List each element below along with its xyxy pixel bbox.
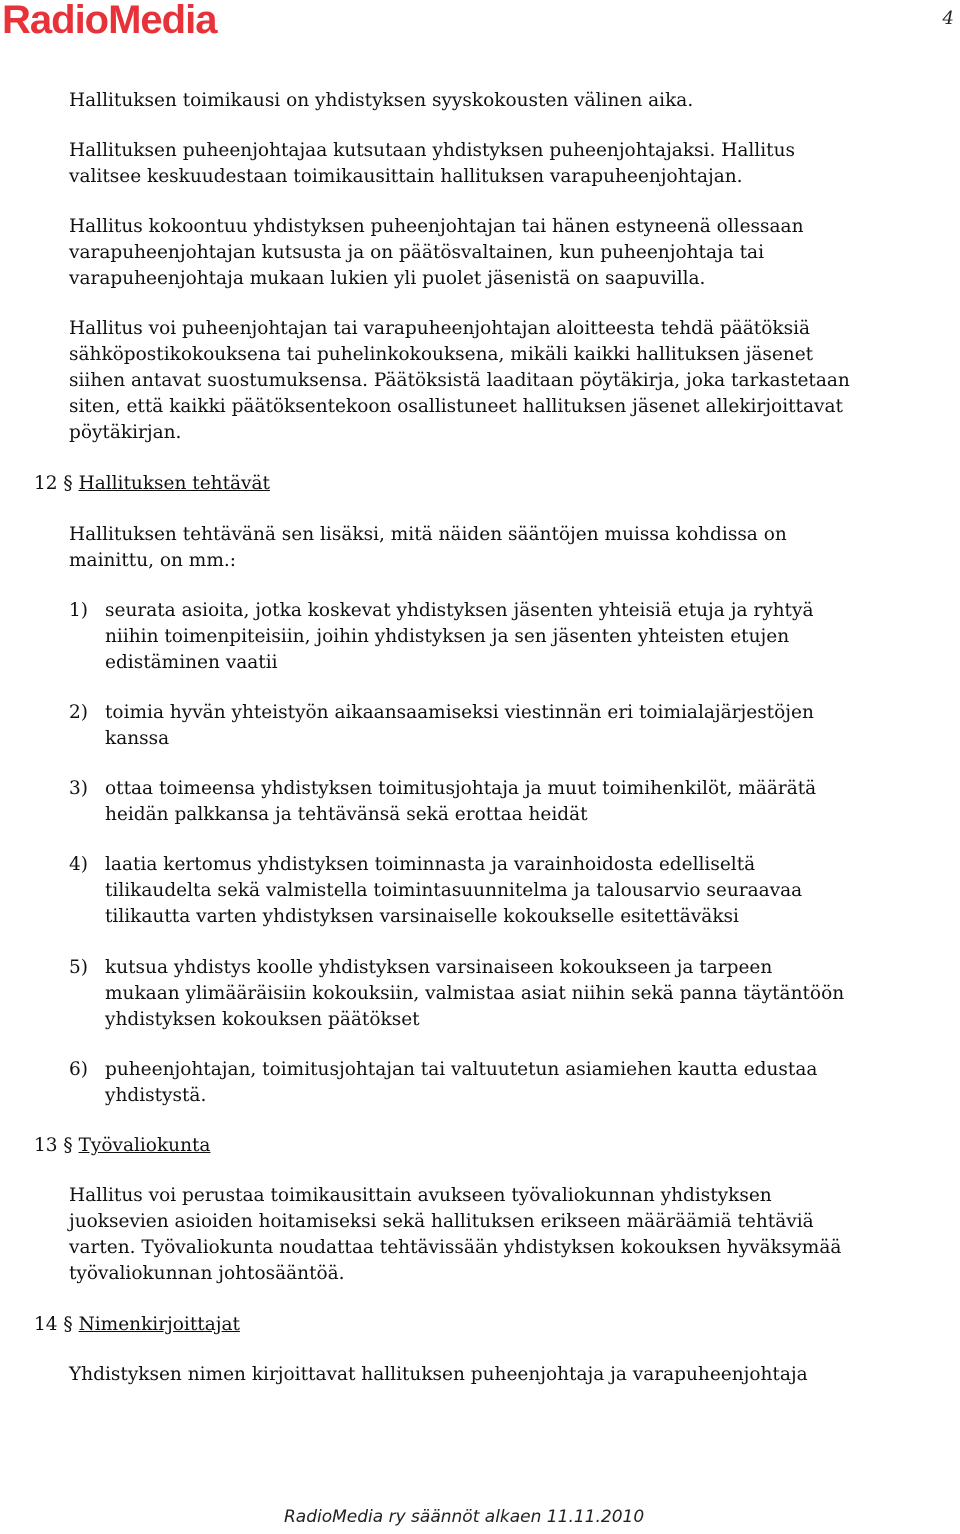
paragraph-chair xyxy=(69,138,949,190)
section-title: Hallituksen tehtävät xyxy=(78,473,270,494)
text-line: valitsee keskuudestaan toimikausittain hallituksen varapuheenjohtajan. xyxy=(69,166,743,187)
text-line: kanssa xyxy=(105,728,170,749)
radiomedia-logo: RadioMedia xyxy=(2,0,217,42)
page-footer: RadioMedia ry säännöt alkaen 11.11.2010 xyxy=(284,1507,645,1527)
text-line: Hallitus kokoontuu yhdistyksen puheenjohtajan tai hänen estyneenä ollessaan xyxy=(69,216,804,237)
text-line: Hallituksen puheenjohtajaa kutsutaan yhdistyksen puheenjohtajaksi. Hallitus xyxy=(69,140,795,161)
list-item-number: 3) xyxy=(69,778,88,799)
section-number: 12 § xyxy=(34,473,73,494)
text-line: varten. Työvaliokunta noudattaa tehtävissään yhdistyksen kokouksen hyväksymää xyxy=(69,1237,842,1258)
text-line: laatia kertomus yhdistyksen toiminnasta ja varainhoidosta edelliseltä xyxy=(105,854,756,875)
text-line: ottaa toimeensa yhdistyksen toimitusjohtaja ja muut toimihenkilöt, määrätä xyxy=(105,778,817,799)
text-line: siten, että kaikki päätöksentekoon osallistuneet hallituksen jäsenet allekirjoittavat xyxy=(69,396,843,417)
section13-body xyxy=(69,1183,949,1287)
section-title: Nimenkirjoittajat xyxy=(78,1314,240,1335)
list-item-number: 6) xyxy=(69,1059,88,1080)
section-number: 14 § xyxy=(34,1314,73,1335)
text-line: tilikautta varten yhdistyksen varsinaiselle kokoukselle esitettäväksi xyxy=(105,906,739,927)
text-line: Hallitus voi puheenjohtajan tai varapuheenjohtajan aloitteesta tehdä päätöksiä xyxy=(69,318,811,339)
text-line: niihin toimenpiteisiin, joihin yhdistyksen ja sen jäsenten yhteisten etujen xyxy=(105,626,790,647)
page-number: 4 xyxy=(942,8,954,29)
text-line: yhdistystä. xyxy=(105,1085,207,1106)
text-line: Hallituksen tehtävänä sen lisäksi, mitä näiden sääntöjen muissa kohdissa on xyxy=(69,524,787,545)
section-heading-12 xyxy=(34,471,270,497)
text-line: mainittu, on mm.: xyxy=(69,550,236,571)
section-title: Työvaliokunta xyxy=(78,1135,211,1156)
list-item-number: 2) xyxy=(69,702,88,723)
text-line: Yhdistyksen nimen kirjoittavat hallituksen puheenjohtaja ja varapuheenjohtaja xyxy=(69,1364,808,1385)
text-line: työvaliokunnan johtosääntöä. xyxy=(69,1263,345,1284)
text-line: Hallitus voi perustaa toimikausittain avukseen työvaliokunnan yhdistyksen xyxy=(69,1185,772,1206)
text-line: yhdistyksen kokouksen päätökset xyxy=(105,1009,420,1030)
paragraph-meetings xyxy=(69,214,949,292)
text-line: seurata asioita, jotka koskevat yhdistyksen jäsenten yhteisiä etuja ja ryhtyä xyxy=(105,600,814,621)
text-line: mukaan ylimääräisiin kokouksiin, valmistaa asiat niihin sekä panna täytäntöön xyxy=(105,983,845,1004)
list-item-number: 4) xyxy=(69,854,88,875)
text-line: sähköpostikokouksena tai puhelinkokouksena, mikäli kaikki hallituksen jäsenet xyxy=(69,344,814,365)
text-line: juoksevien asioiden hoitamiseksi sekä hallituksen erikseen määräämiä tehtäviä xyxy=(69,1211,814,1232)
section-number: 13 § xyxy=(34,1135,73,1156)
list-item-number: 5) xyxy=(69,957,88,978)
section12-intro xyxy=(69,522,949,574)
text-line: puheenjohtajan, toimitusjohtajan tai valtuutetun asiamiehen kautta edustaa xyxy=(105,1059,818,1080)
text-line: tilikaudelta sekä valmistella toimintasuunnitelma ja talousarvio seuraavaa xyxy=(105,880,803,901)
text-line: kutsua yhdistys koolle yhdistyksen varsinaiseen kokoukseen ja tarpeen xyxy=(105,957,773,978)
section-heading-13 xyxy=(34,1133,210,1159)
text-line: pöytäkirjan. xyxy=(69,422,182,443)
paragraph-term xyxy=(69,88,949,114)
text-line: varapuheenjohtajan kutsusta ja on päätösvaltainen, kun puheenjohtaja tai xyxy=(69,242,765,263)
text-line: toimia hyvän yhteistyön aikaansaamiseksi viestinnän eri toimialajärjestöjen xyxy=(105,702,814,723)
text-line: heidän palkkansa ja tehtävänsä sekä erottaa heidät xyxy=(105,804,588,825)
text-line: Hallituksen toimikausi on yhdistyksen syyskokousten välinen aika. xyxy=(69,90,694,111)
text-line: varapuheenjohtaja mukaan lukien yli puolet jäsenistä on saapuvilla. xyxy=(69,268,706,289)
list-item-number: 1) xyxy=(69,600,88,621)
paragraph-email-meetings xyxy=(69,316,949,446)
section14-body xyxy=(69,1362,949,1388)
section-heading-14 xyxy=(34,1312,240,1338)
text-line: edistäminen vaatii xyxy=(105,652,278,673)
text-line: siihen antavat suostumuksensa. Päätöksistä laaditaan pöytäkirja, joka tarkastetaan xyxy=(69,370,850,391)
